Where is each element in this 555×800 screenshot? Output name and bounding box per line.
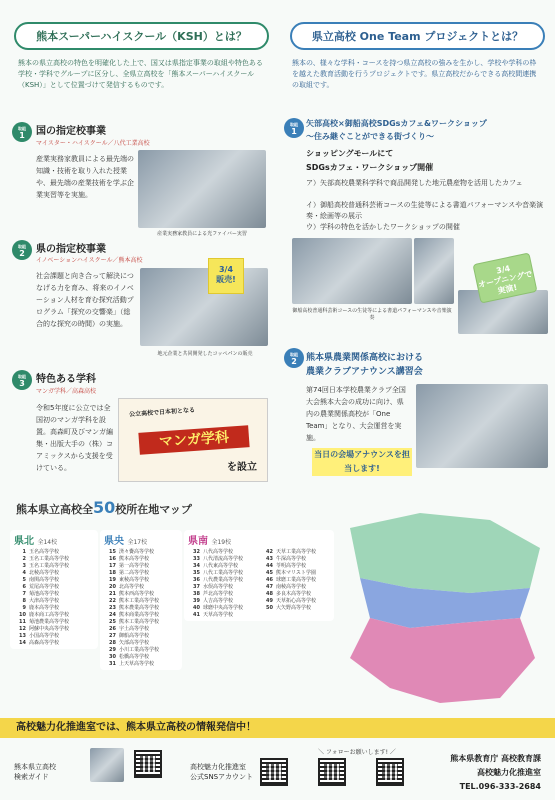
school-entry: 18 第二高等学校 xyxy=(109,570,150,576)
school-entry: 36 八代農業高等学校 xyxy=(193,577,244,583)
sale-date-badge: 3/4 販売! xyxy=(208,258,244,294)
school-entry: 3 玉名工業高等学校 xyxy=(22,563,70,569)
school-list-central: 県央 全17校 15 済々黌高等学校 16 熊本高等学校 17 第一高等学校 18 第二高等学校 19 東稜高等学校 20 北高等学校 21 熊本西高等学校 22 熊本工業高等学校 23 熊本農業高等学校 24 熊本商業高等学校 25 熊本工業高等学校 26 宇土高等学校 27 御船高等学校 28 矢部高等学校 29 小川工業高等学校 30 松橋高等学校 31 上天草高等学校 xyxy=(100,530,182,670)
fiber-training-photo xyxy=(138,150,266,228)
school-entry: 11 菊池農業高等学校 xyxy=(19,619,70,625)
school-entry: 46 球磨工業高等学校 xyxy=(266,577,317,583)
school-entry: 4 北稜高等学校 xyxy=(22,570,60,576)
section-body: 産業実務家教員による最先端の知識・技術を取り入れた授業や、最先端の産業技術を学ぶ企業実習等を実施。 xyxy=(36,155,134,199)
map-region-north xyxy=(350,513,540,593)
manga-title: マンガ学科 xyxy=(138,425,249,455)
section-body: 社会課題と向き合って解決につなげる力を育み、将来のイノベーション人材を育む探究活動プログラム「探究の交響楽」（総合的な探究の時間）の実施。 xyxy=(36,272,134,328)
school-entry: 24 熊本商業高等学校 xyxy=(109,612,160,618)
section-subtitle: マイスター・ハイスクール／八代工業高校 xyxy=(36,140,150,147)
photo-caption: 地元企業と共同開発したコッペパンの販売 xyxy=(157,351,253,357)
school-entry: 27 御船高等学校 xyxy=(109,633,150,639)
ksh-intro: 熊本の県立高校の特色を明確化した上で、国又は県指定事業の取組や特色ある学校・学科でグループに区分し、全県立高校を「熊本スーパーハイスクール（KSH）」として位置づけて発信するものです。 xyxy=(18,59,263,89)
section-title: 特色ある学科 xyxy=(36,374,96,385)
school-entry: 31 上天草高等学校 xyxy=(109,661,155,667)
school-entry: 42 天草工業高等学校 xyxy=(266,549,317,555)
school-entry: 5 南関高等学校 xyxy=(22,577,60,583)
section-body: 第74回日本学校農業クラブ全国大会熊本大会の成功に向け、県内の農業関係高校が「One Team」となり、大会運営を実施。 xyxy=(306,386,406,442)
school-entry: 35 八代工業高等学校 xyxy=(193,570,244,576)
school-entry: 37 水俣高等学校 xyxy=(193,584,234,590)
school-entry: 28 矢部高等学校 xyxy=(109,640,150,646)
sns-label: 高校魅力化推進室 公式SNSアカウント xyxy=(190,763,254,781)
section-title: 矢部高校×御船高校SDGsカフェ&ワークショップ xyxy=(306,119,487,128)
school-entry: 6 荒尾高等学校 xyxy=(22,584,60,590)
school-entry: 26 宇土高等学校 xyxy=(109,626,150,632)
section-subtitle: イノベーションハイスクール／熊本高校 xyxy=(36,257,143,264)
calligraphy-performance-photo xyxy=(292,238,412,304)
school-entry: 21 熊本西高等学校 xyxy=(109,591,155,597)
school-entry: 2 玉名工業高等学校 xyxy=(22,556,70,562)
school-entry: 12 阿蘇中央高等学校 xyxy=(19,626,70,632)
school-entry: 29 小川工業高等学校 xyxy=(109,647,160,653)
school-entry: 48 多良木高等学校 xyxy=(266,591,312,597)
section-title-sub: 〜住み継ぐことができる街づくり〜 xyxy=(306,132,434,141)
school-entry: 15 済々黌高等学校 xyxy=(109,549,155,555)
school-entry: 32 八代高等学校 xyxy=(193,549,234,555)
section-number-badge: 取組 2 xyxy=(284,348,304,368)
bread-sales-photo xyxy=(140,268,268,346)
guide-thumbnail xyxy=(90,748,124,782)
guide-label: 熊本県立高校 検索ガイド xyxy=(14,763,56,781)
school-entry: 20 北高等学校 xyxy=(109,584,145,590)
school-entry: 39 人吉高等学校 xyxy=(193,598,234,604)
school-entry: 22 熊本工業高等学校 xyxy=(109,598,160,604)
section-title-sub: 農業クラブアナウンス講習会 xyxy=(306,367,423,377)
school-entry: 10 鹿本商工高等学校 xyxy=(19,612,70,618)
venue-label: ショッピングモールにて xyxy=(306,149,394,158)
sns-qr-code[interactable] xyxy=(376,758,404,786)
school-list-south: 県南 全19校 32 八代高等学校 33 八代清流高等学校 34 八代東高等学校 35 八代工業高等学校 36 八代農業高等学校 37 水俣高等学校 38 芦北高等学校 39 人吉高等学校 40 球磨中央高等学校 41 天草高等学校 42 天草工業高等学校 43 牛深高等学校 44 苓明高等学校 45 熊本マリスト学園 46 球磨工業高等学校 47 南稜高等学校 48 多良木高等学校 49 天草拓心高等学校 50 大矢野高等学校 xyxy=(184,530,334,621)
school-entry: 43 牛深高等学校 xyxy=(266,556,307,562)
cafe-photo xyxy=(414,238,454,304)
school-entry: 23 熊本農業高等学校 xyxy=(109,605,160,611)
manga-department-graphic xyxy=(118,398,268,482)
school-entry: 38 芦北高等学校 xyxy=(193,591,234,597)
school-entry: 34 八代東高等学校 xyxy=(193,563,239,569)
list-item: ウ）学科の特色を活かしたワークショップの開催 xyxy=(306,223,460,231)
section-title: 国の指定校事業 xyxy=(36,126,106,137)
one-team-header: 県立高校 One Team プロジェクトとは？ xyxy=(290,22,545,50)
map-title: 熊本県立高校全50校所在地マップ xyxy=(16,498,192,517)
school-entry: 41 天草高等学校 xyxy=(193,612,234,618)
school-entry: 30 松橋高等学校 xyxy=(109,654,150,660)
opening-demo-badge: 3/4 オープニングで 実演! xyxy=(472,252,537,303)
school-entry: 45 熊本マリスト学園 xyxy=(266,570,316,576)
school-entry: 13 小国高等学校 xyxy=(19,633,60,639)
school-entry: 40 球磨中央高等学校 xyxy=(193,605,244,611)
section-subtitle: マンガ学科／高森高校 xyxy=(36,388,97,395)
ksh-header: 熊本スーパーハイスクール（KSH）とは？ xyxy=(14,22,269,50)
school-entry: 17 第一高等学校 xyxy=(109,563,150,569)
sns-qr-code[interactable] xyxy=(260,758,288,786)
section-number-badge: 取組 2 xyxy=(12,240,32,260)
school-list-north: 県北 全14校 1 玉名高等学校 2 玉名工業高等学校 3 玉名工業高等学校 4 北稜高等学校 5 南関高等学校 6 荒尾高等学校 7 菊池高等学校 8 大津高等学校 9 鹿本高等学校 10 鹿本商工高等学校 11 菊池農業高等学校 12 阿蘇中央高等学校 13 小国高等学校 14 高森高等学校 xyxy=(10,530,98,649)
map-region-south xyxy=(350,618,535,703)
school-entry: 9 鹿本高等学校 xyxy=(22,605,60,611)
school-entry: 14 高森高等学校 xyxy=(19,640,60,646)
school-entry: 44 苓明高等学校 xyxy=(266,563,307,569)
section-number-badge: 取組 3 xyxy=(12,370,32,390)
list-item: ア）矢部高校農業科学科で商品開発した地元農産物を活用したカフェ xyxy=(306,179,523,187)
school-entry: 19 東稜高等学校 xyxy=(109,577,150,583)
school-entry: 49 天草拓心高等学校 xyxy=(266,598,317,604)
manga-tagline: 公立高校で日本初となる xyxy=(128,406,196,419)
section-title: 熊本県農業関係高校における xyxy=(306,353,424,363)
manga-established: を設立 xyxy=(227,462,257,473)
school-entry: 7 菊池高等学校 xyxy=(22,591,60,597)
announcement-training-photo xyxy=(416,384,548,468)
photo-caption: 産業実務家教員による光ファイバー実習 xyxy=(157,231,247,237)
school-entry: 8 大津高等学校 xyxy=(22,598,60,604)
footer-title: 高校魅力化推進室では、熊本県立高校の情報発信中！ xyxy=(0,718,555,738)
school-entry: 16 熊本高等学校 xyxy=(109,556,150,562)
school-entry: 1 玉名高等学校 xyxy=(22,549,60,555)
list-item: イ）御船高校普通科芸術コースの生徒等による書道パフォーマンスや音楽演奏・絵画等の展示 xyxy=(306,201,544,220)
school-entry: 50 大矢野高等学校 xyxy=(266,605,312,611)
one-team-intro: 熊本の、様々な学科・コースを持つ県立高校の強みを生かし、学校や学科の枠を越えた教育活動を行うプロジェクトです。県立高校だからできる高校間連携の取組です。 xyxy=(292,59,537,89)
school-entry: 33 八代清流高等学校 xyxy=(193,556,244,562)
department-contact: 熊本県教育庁 高校教育課 高校魅力化推進室 TEL.096-333-2684 xyxy=(450,754,541,791)
section-title: 県の指定校事業 xyxy=(36,244,106,255)
section-number-badge: 取組 1 xyxy=(284,118,304,138)
school-entry: 47 南稜高等学校 xyxy=(266,584,307,590)
sns-qr-code[interactable] xyxy=(318,758,346,786)
announcement-banner: 当日の会場アナウンスを担当します! xyxy=(312,448,412,476)
kumamoto-map xyxy=(330,508,552,708)
event-label: SDGsカフェ・ワークショップ開催 xyxy=(306,163,434,172)
section-number-badge: 取組 1 xyxy=(12,122,32,142)
guide-qr-code[interactable] xyxy=(134,750,162,778)
photo-caption: 御船高校普通科芸術コースの生徒等による書道パフォーマンスや音楽演奏 xyxy=(292,308,452,321)
section-body: 令和5年度に公立では全国初のマンガ学科を設置。高森町及びマンガ編集・出版大手の（株）コアミックスから支援を受けている。 xyxy=(36,404,113,472)
school-entry: 25 熊本工業高等学校 xyxy=(109,619,160,625)
follow-prompt: ＼ フォローお願いします! ／ xyxy=(318,749,396,756)
